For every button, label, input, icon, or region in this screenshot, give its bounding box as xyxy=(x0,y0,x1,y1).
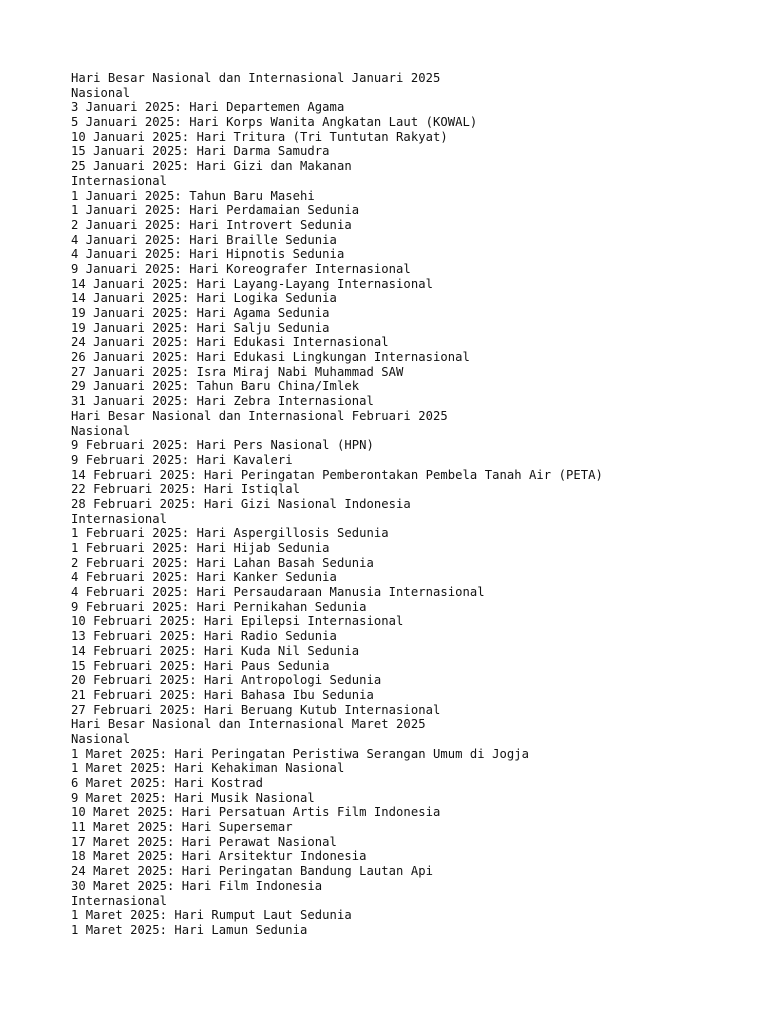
text-line: 27 Januari 2025: Isra Miraj Nabi Muhammad SAW xyxy=(71,364,404,379)
text-line: 28 Februari 2025: Hari Gizi Nasional Indonesia xyxy=(71,496,411,511)
text-line: 1 Maret 2025: Hari Lamun Sedunia xyxy=(71,922,308,937)
text-line: 10 Januari 2025: Hari Tritura (Tri Tuntutan Rakyat) xyxy=(71,129,448,144)
text-line: 30 Maret 2025: Hari Film Indonesia xyxy=(71,878,323,893)
text-body xyxy=(71,71,748,938)
text-line: 4 Februari 2025: Hari Persaudaraan Manusia Internasional xyxy=(71,585,485,600)
text-line: 10 Maret 2025: Hari Persatuan Artis Film Indonesia xyxy=(71,805,441,820)
text-line: 4 Januari 2025: Hari Braille Sedunia xyxy=(71,232,337,247)
text-line: 1 Februari 2025: Hari Aspergillosis Sedunia xyxy=(71,526,389,541)
text-line: 11 Maret 2025: Hari Supersemar xyxy=(71,820,293,835)
text-line: 18 Maret 2025: Hari Arsitektur Indonesia xyxy=(71,849,367,864)
text-line: 1 Maret 2025: Hari Rumput Laut Sedunia xyxy=(71,908,352,923)
text-line: 24 Maret 2025: Hari Peringatan Bandung Lautan Api xyxy=(71,864,433,879)
text-line: 26 Januari 2025: Hari Edukasi Lingkungan Internasional xyxy=(71,350,470,365)
text-line: 2 Februari 2025: Hari Lahan Basah Sedunia xyxy=(71,555,374,570)
text-line: Nasional xyxy=(71,731,131,746)
text-line: 4 Februari 2025: Hari Kanker Sedunia xyxy=(71,570,337,585)
text-line: 22 Februari 2025: Hari Istiqlal xyxy=(71,482,301,497)
text-line: 15 Januari 2025: Hari Darma Samudra xyxy=(71,144,330,159)
text-line: 1 Februari 2025: Hari Hijab Sedunia xyxy=(71,541,330,555)
text-line: 9 Februari 2025: Hari Pernikahan Sedunia xyxy=(71,599,367,614)
text-line: Nasional xyxy=(71,85,131,100)
text-line: 3 Januari 2025: Hari Departemen Agama xyxy=(71,100,345,115)
text-line: 15 Februari 2025: Hari Paus Sedunia xyxy=(71,658,330,673)
text-line: 14 Februari 2025: Hari Peringatan Pemberontakan Pembela Tanah Air (PETA) xyxy=(71,467,603,482)
document-page xyxy=(71,71,748,938)
text-line: 27 Februari 2025: Hari Beruang Kutub Internasional xyxy=(71,702,441,717)
text-line: 9 Januari 2025: Hari Koreografer Internasional xyxy=(71,261,411,276)
text-line: Hari Besar Nasional dan Internasional Maret 2025 xyxy=(71,717,426,732)
text-line: 9 Maret 2025: Hari Musik Nasional xyxy=(71,790,315,805)
text-line: 14 Februari 2025: Hari Kuda Nil Sedunia xyxy=(71,643,360,658)
text-line: 29 Januari 2025: Tahun Baru China/Imlek xyxy=(71,379,360,394)
text-line: 9 Februari 2025: Hari Kavaleri xyxy=(71,452,293,467)
text-line: Internasional xyxy=(71,511,168,526)
text-line: Internasional xyxy=(71,173,168,188)
text-line: 4 Januari 2025: Hari Hipnotis Sedunia xyxy=(71,247,345,262)
text-line: Nasional xyxy=(71,423,131,438)
text-line: 1 Maret 2025: Hari Kehakiman Nasional xyxy=(71,761,345,776)
text-line: 13 Februari 2025: Hari Radio Sedunia xyxy=(71,629,337,644)
text-line: 10 Februari 2025: Hari Epilepsi Internasional xyxy=(71,614,404,629)
text-line: 19 Januari 2025: Hari Salju Sedunia xyxy=(71,320,330,335)
text-line: 1 Januari 2025: Tahun Baru Masehi xyxy=(71,188,315,203)
text-line: 5 Januari 2025: Hari Korps Wanita Angkatan Laut (KOWAL) xyxy=(71,115,478,130)
text-line: Internasional xyxy=(71,893,168,908)
text-line: 24 Januari 2025: Hari Edukasi Internasional xyxy=(71,335,389,350)
text-line: 9 Februari 2025: Hari Pers Nasional (HPN) xyxy=(71,438,374,453)
text-line: 1 Januari 2025: Hari Perdamaian Sedunia xyxy=(71,203,360,218)
text-line: 1 Maret 2025: Hari Peringatan Peristiwa Serangan Umum di Jogja xyxy=(71,746,530,761)
text-line: 21 Februari 2025: Hari Bahasa Ibu Sedunia xyxy=(71,687,374,702)
text-line: Hari Besar Nasional dan Internasional Februari 2025 xyxy=(71,408,448,423)
text-line: 25 Januari 2025: Hari Gizi dan Makanan xyxy=(71,159,352,174)
text-line: 2 Januari 2025: Hari Introvert Sedunia xyxy=(71,217,352,232)
text-line: 31 Januari 2025: Hari Zebra Internasional xyxy=(71,394,374,409)
text-line: 14 Januari 2025: Hari Logika Sedunia xyxy=(71,291,337,306)
text-line: 20 Februari 2025: Hari Antropologi Sedunia xyxy=(71,673,382,688)
text-line: Hari Besar Nasional dan Internasional Januari 2025 xyxy=(71,71,441,85)
text-line: 6 Maret 2025: Hari Kostrad xyxy=(71,776,264,790)
text-line: 14 Januari 2025: Hari Layang-Layang Internasional xyxy=(71,276,433,291)
text-line: 17 Maret 2025: Hari Perawat Nasional xyxy=(71,834,337,849)
text-line: 19 Januari 2025: Hari Agama Sedunia xyxy=(71,306,330,320)
